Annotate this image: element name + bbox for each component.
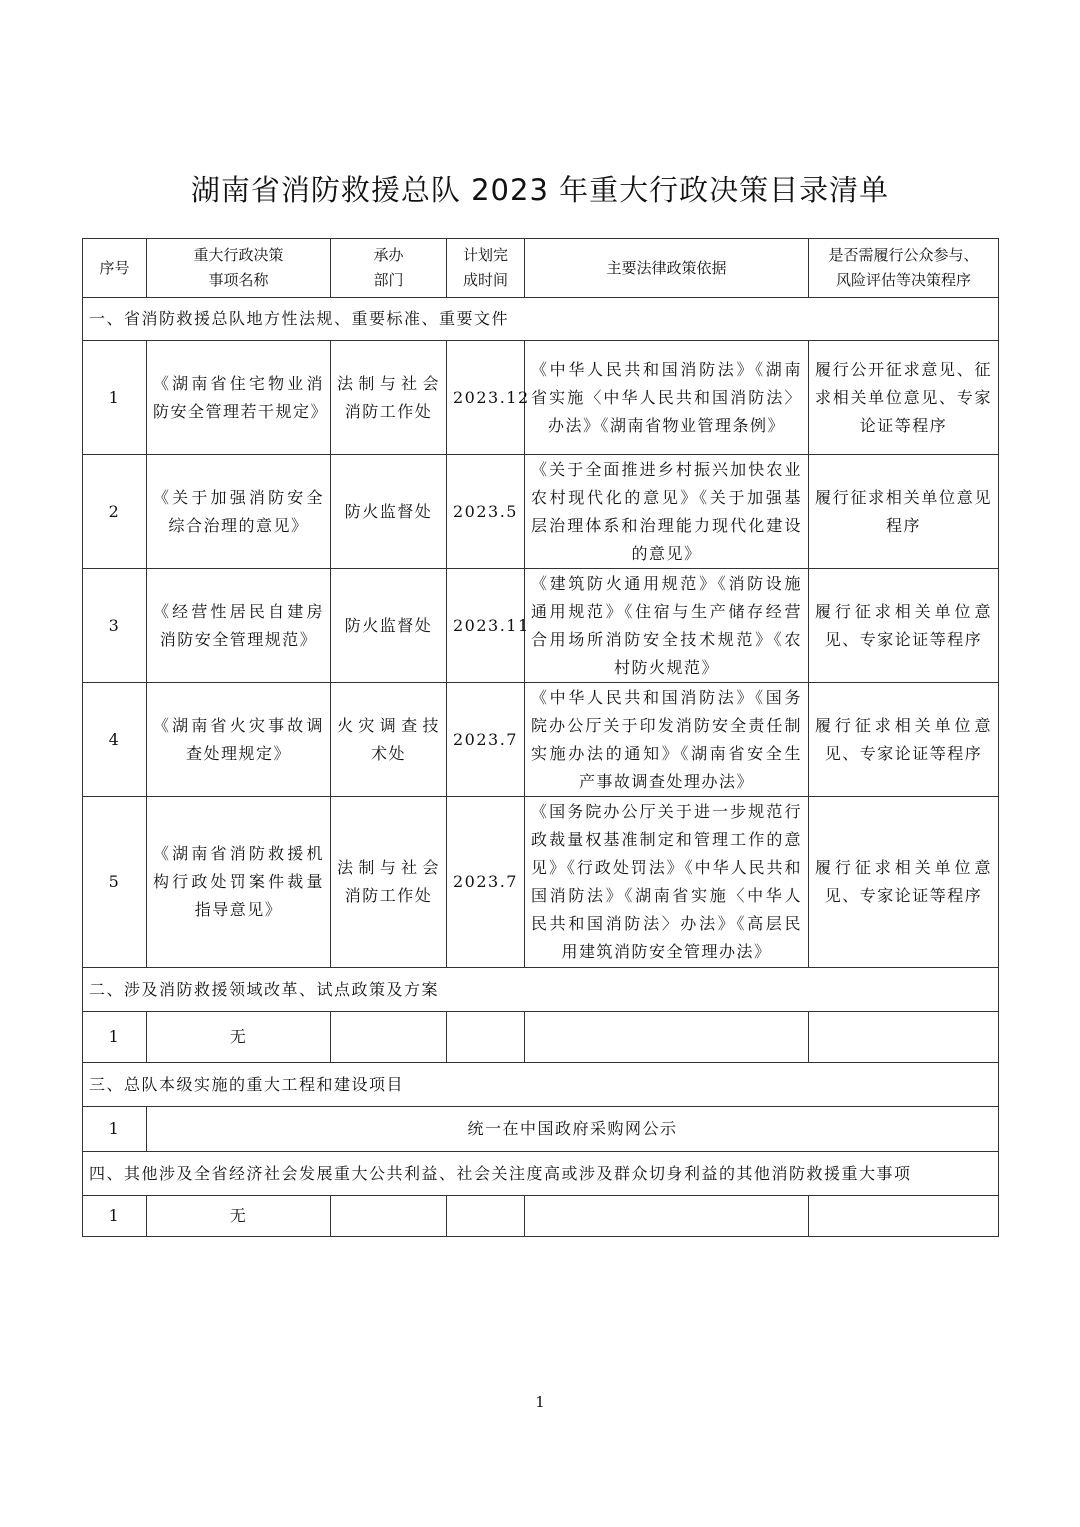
section-header-row — [83, 1152, 999, 1196]
table-row — [83, 341, 999, 455]
row-procedure: 履行征求相关单位意见、专家论证等程序 — [809, 569, 999, 683]
decision-catalog-table — [82, 238, 999, 1237]
row-department — [331, 1196, 447, 1237]
row-legal-basis — [525, 1196, 809, 1237]
row-planned-time: 2023.12 — [447, 341, 525, 455]
row-legal-basis: 《关于全面推进乡村振兴加快农业农村现代化的意见》《关于加强基层治理体系和治理能力现代化建设的意见》 — [525, 455, 809, 569]
table-row — [83, 455, 999, 569]
page-number: 1 — [535, 1393, 545, 1411]
header-procedure: 是否需履行公众参与、 风险评估等决策程序 — [809, 239, 999, 298]
row-seq: 1 — [83, 1196, 147, 1237]
section-title: 三、总队本级实施的重大工程和建设项目 — [83, 1063, 999, 1107]
document-title: 湖南省消防救援总队 2023 年重大行政决策目录清单 — [190, 173, 890, 207]
row-department: 防火监督处 — [331, 455, 447, 569]
header-legal-basis: 主要法律政策依据 — [525, 239, 809, 298]
row-seq: 1 — [83, 1107, 147, 1152]
row-legal-basis: 《中华人民共和国消防法》《国务院办公厅关于印发消防安全责任制实施办法的通知》《湖南省安全生产事故调查处理办法》 — [525, 683, 809, 797]
row-procedure: 履行征求相关单位意见程序 — [809, 455, 999, 569]
row-planned-time: 2023.7 — [447, 683, 525, 797]
section-header-row — [83, 968, 999, 1012]
row-procedure: 履行征求相关单位意见、专家论证等程序 — [809, 797, 999, 968]
row-seq: 2 — [83, 455, 147, 569]
row-seq: 3 — [83, 569, 147, 683]
row-planned-time: 2023.7 — [447, 797, 525, 968]
table-row — [83, 569, 999, 683]
section-title: 四、其他涉及全省经济社会发展重大公共利益、社会关注度高或涉及群众切身利益的其他消防救援重大事项 — [83, 1152, 999, 1196]
row-merged-note: 统一在中国政府采购网公示 — [147, 1107, 999, 1152]
row-seq: 5 — [83, 797, 147, 968]
row-legal-basis: 《中华人民共和国消防法》《湖南省实施〈中华人民共和国消防法〉办法》《湖南省物业管理条例》 — [525, 341, 809, 455]
row-procedure — [809, 1196, 999, 1237]
row-item-name: 《湖南省住宅物业消防安全管理若干规定》 — [147, 341, 331, 455]
section-header-row — [83, 298, 999, 341]
header-department: 承办 部门 — [331, 239, 447, 298]
row-legal-basis: 《国务院办公厅关于进一步规范行政裁量权基准制定和管理工作的意见》《行政处罚法》《中华人民共和国消防法》《湖南省实施〈中华人民共和国消防法〉办法》《高层民用建筑消防安全管理办法》 — [525, 797, 809, 968]
row-department: 法制与社会消防工作处 — [331, 341, 447, 455]
row-planned-time — [447, 1012, 525, 1063]
section-title: 一、省消防救援总队地方性法规、重要标准、重要文件 — [83, 298, 999, 341]
row-item-name: 《湖南省消防救援机构行政处罚案件裁量指导意见》 — [147, 797, 331, 968]
row-seq: 1 — [83, 341, 147, 455]
table-row — [83, 1107, 999, 1152]
row-department: 防火监督处 — [331, 569, 447, 683]
row-planned-time: 2023.11 — [447, 569, 525, 683]
row-planned-time: 2023.5 — [447, 455, 525, 569]
table-row — [83, 683, 999, 797]
row-seq: 4 — [83, 683, 147, 797]
row-legal-basis — [525, 1012, 809, 1063]
table-header-row — [83, 239, 999, 298]
row-item-name: 无 — [147, 1012, 331, 1063]
row-procedure: 履行公开征求意见、征求相关单位意见、专家论证等程序 — [809, 341, 999, 455]
row-department: 火灾调查技术处 — [331, 683, 447, 797]
row-department — [331, 1012, 447, 1063]
header-item-name: 重大行政决策 事项名称 — [147, 239, 331, 298]
row-item-name: 无 — [147, 1196, 331, 1237]
section-header-row — [83, 1063, 999, 1107]
row-legal-basis: 《建筑防火通用规范》《消防设施通用规范》《住宿与生产储存经营合用场所消防安全技术规范》《农村防火规范》 — [525, 569, 809, 683]
header-planned-time: 计划完 成时间 — [447, 239, 525, 298]
row-planned-time — [447, 1196, 525, 1237]
section-title: 二、涉及消防救援领域改革、试点政策及方案 — [83, 968, 999, 1012]
row-item-name: 《经营性居民自建房消防安全管理规范》 — [147, 569, 331, 683]
table-row — [83, 797, 999, 968]
row-department: 法制与社会消防工作处 — [331, 797, 447, 968]
table-row — [83, 1012, 999, 1063]
row-item-name: 《湖南省火灾事故调查处理规定》 — [147, 683, 331, 797]
row-seq: 1 — [83, 1012, 147, 1063]
table-row — [83, 1196, 999, 1237]
header-seq: 序号 — [83, 239, 147, 298]
row-procedure: 履行征求相关单位意见、专家论证等程序 — [809, 683, 999, 797]
row-procedure — [809, 1012, 999, 1063]
row-item-name: 《关于加强消防安全综合治理的意见》 — [147, 455, 331, 569]
